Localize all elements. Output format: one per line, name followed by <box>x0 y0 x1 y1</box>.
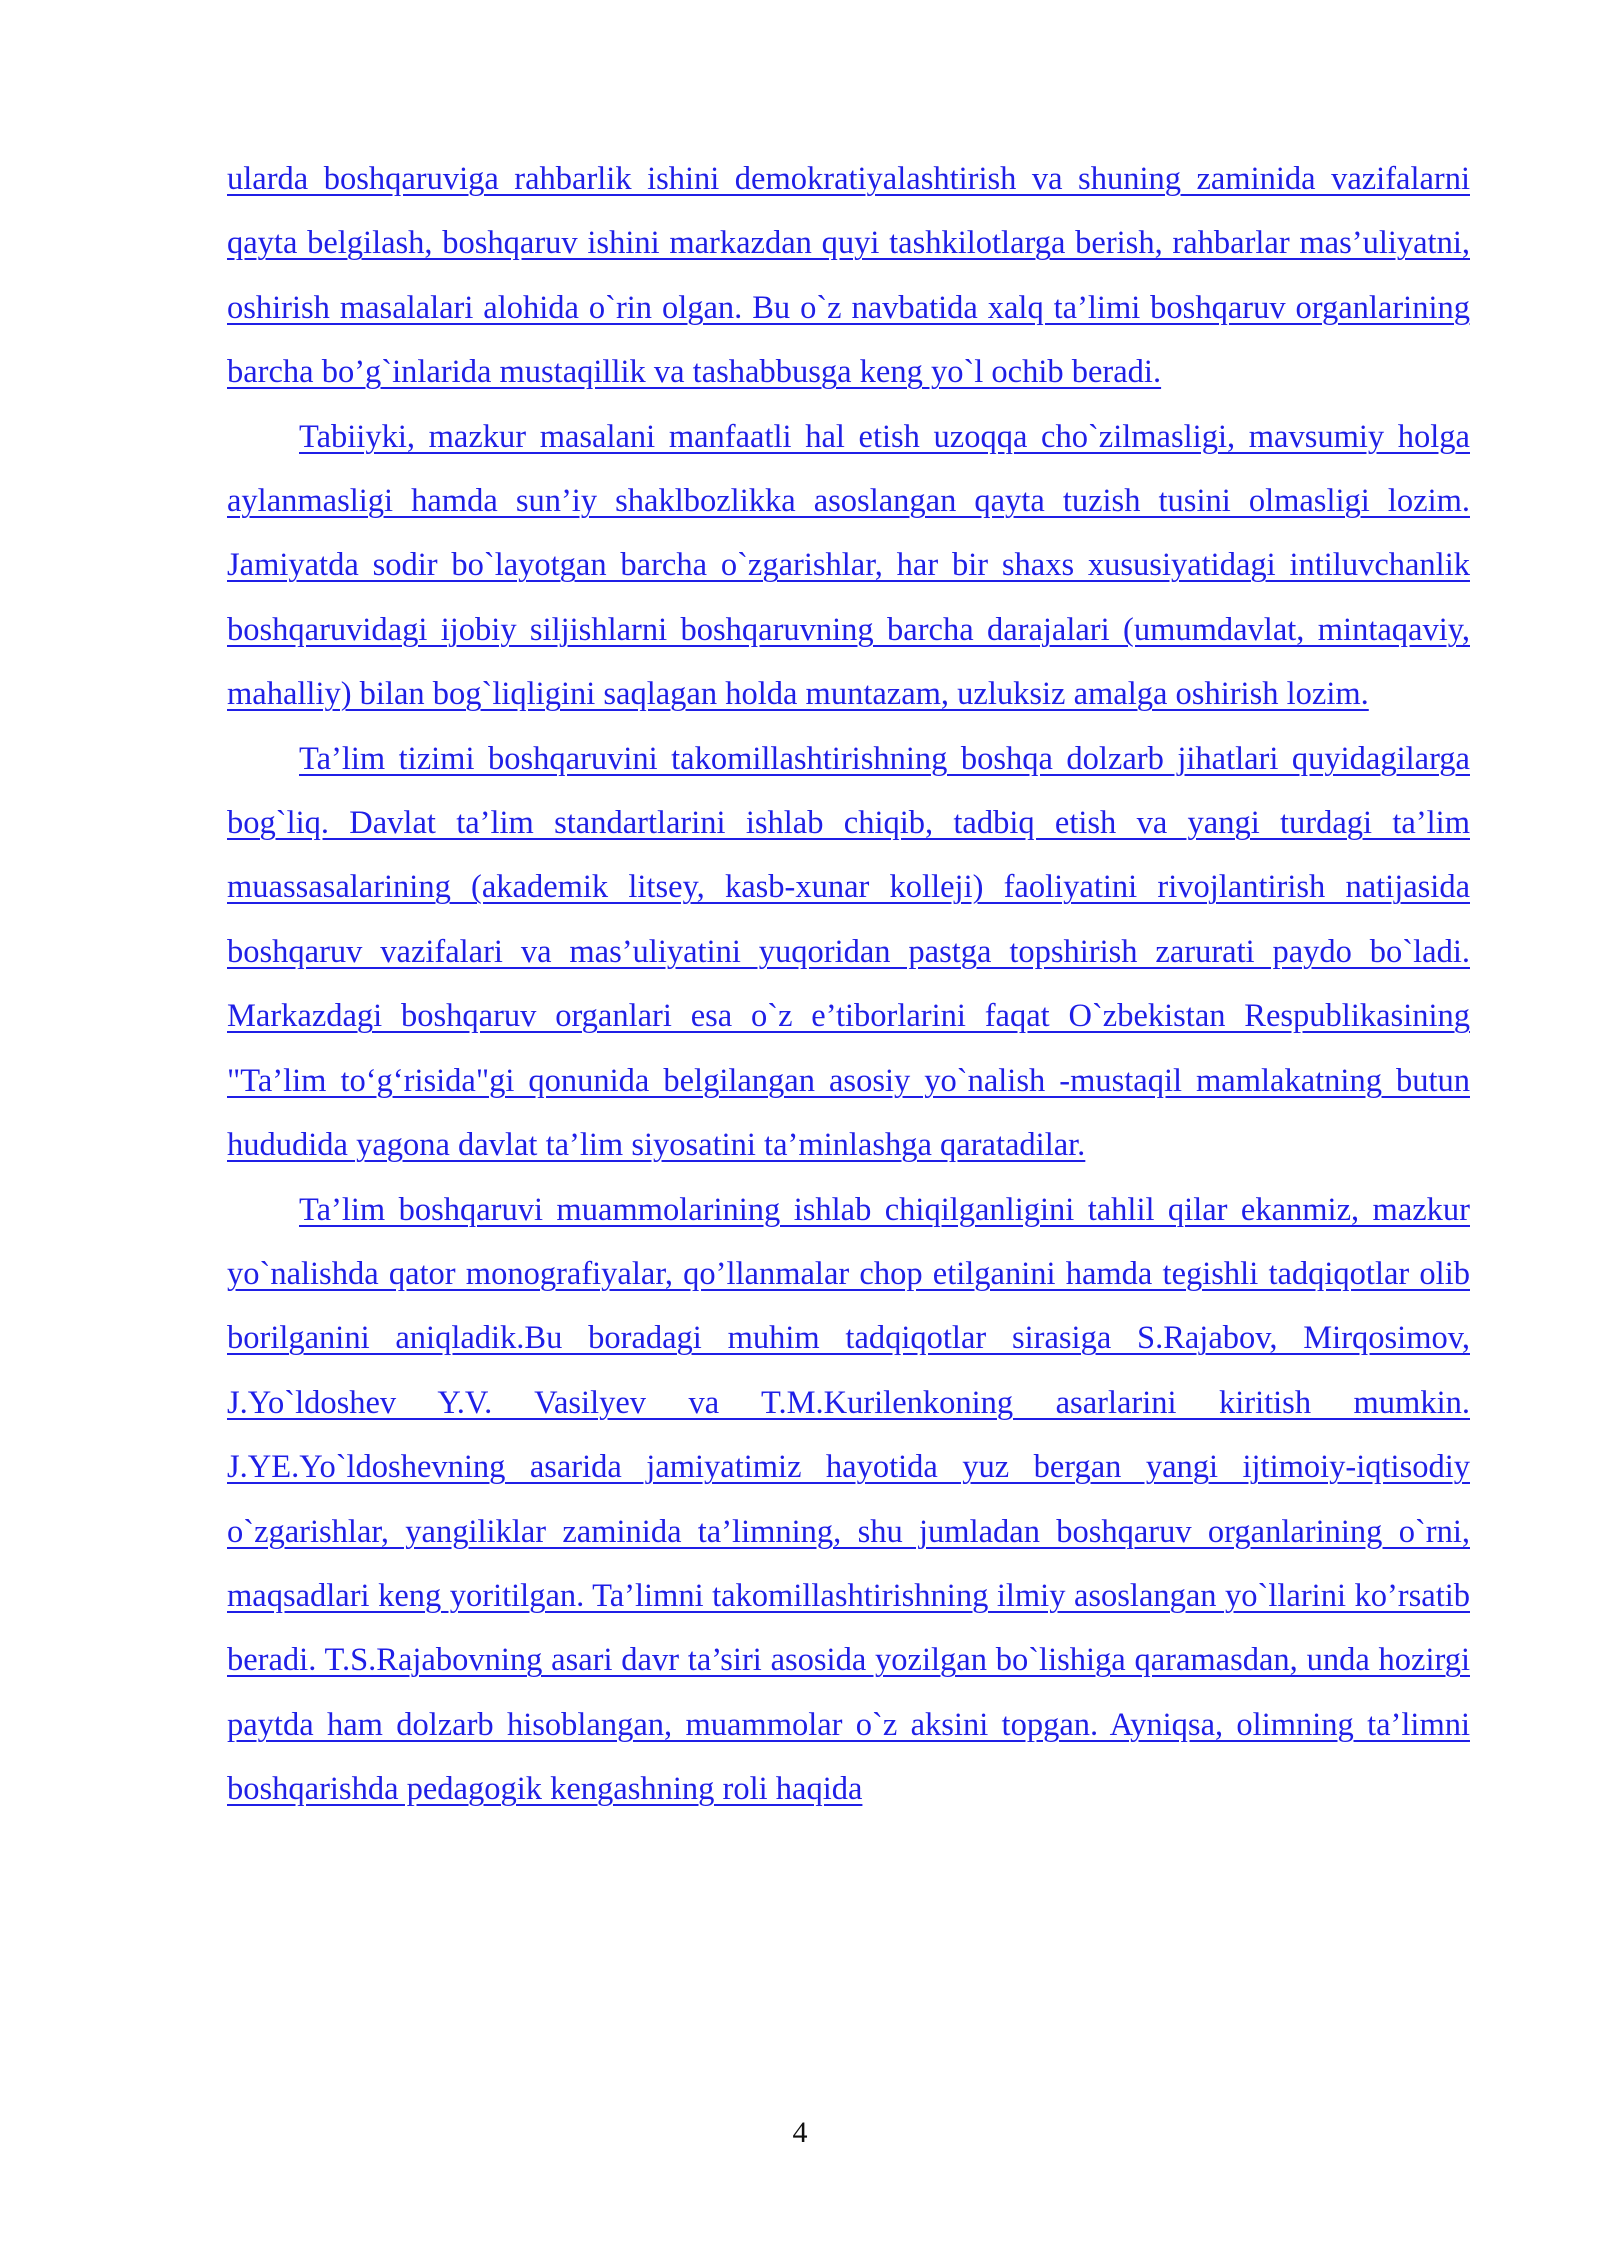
page-number: 4 <box>792 2116 808 2149</box>
body-text <box>227 147 1470 1822</box>
paragraph-3[interactable]: Ta’lim tizimi boshqaruvini takomillashtirishning boshqa dolzarb jihatlari quyidagilarga bog`liq. Davlat ta’lim standartlarini ishlab chiqib, tadbiq etish va yangi turdagi ta’lim muassasalarining (akademik litsey, kasb-xunar kolleji) faoliyatini rivojlantirish natijasida boshqaruv vazifalari va mas’uliyatini yuqoridan pastga topshirish zarurati paydo bo`ladi. Markazdagi boshqaruv organlari esa o`z e’tiborlarini faqat O`zbekistan Respublikasining "Ta’lim to‘g‘risida"gi qonunida belgilangan asosiy yo`nalish -mustaqil mamlakatning butun hududida yagona davlat ta’lim siyosatini ta’minlashga qaratadilar. <box>227 740 1470 1164</box>
paragraph-2[interactable]: Tabiiyki, mazkur masalani manfaatli hal etish uzoqqa cho`zilmasligi, mavsumiy holga aylanmasligi hamda sun’iy shaklbozlikka asoslangan qayta tuzish tusini olmasligi lozim. Jamiyatda sodir bo`layotgan barcha o`zgarishlar, har bir shaxs xususiyatidagi intiluvchanlik boshqaruvidagi ijobiy siljishlarni boshqaruvning barcha darajalari (umumdavlat, mintaqaviy, mahalliy) bilan bog`liqligini saqlagan holda muntazam, uzluksiz amalga oshirish lozim. <box>227 418 1470 713</box>
paragraph-1[interactable]: ularda boshqaruviga rahbarlik ishini demokratiyalashtirish va shuning zaminida vazifalarni qayta belgilash, boshqaruv ishini markazdan quyi tashkilotlarga berish, rahbarlar mas’uliyatni, oshirish masalalari alohida o`rin olgan. Bu o`z navbatida xalq ta’limi boshqaruv organlarining barcha bo’g`inlarida mustaqillik va tashabbusga keng yo`l ochib beradi. <box>227 161 1470 391</box>
paragraph-4[interactable]: Ta’lim boshqaruvi muammolarining ishlab chiqilganligini tahlil qilar ekanmiz, mazkur yo`nalishda qator monografiyalar, qo’llanmalar chop etilganini hamda tegishli tadqiqotlar olib borilganini aniqladik.Bu boradagi muhim tadqiqotlar sirasiga S.Rajabov, Mirqosimov, J.Yo`ldoshev Y.V. Vasilyev va T.M.Kurilenkoning asarlarini kiritish mumkin. J.YE.Yo`ldoshevning asarida jamiyatimiz hayotida yuz bergan yangi ijtimoiy-iqtisodiy o`zgarishlar, yangiliklar zaminida ta’limning, shu jumladan boshqaruv organlarining o`rni, maqsadlari keng yoritilgan. Ta’limni takomillashtirishning ilmiy asoslangan yo`llarini ko’rsatib beradi. T.S.Rajabovning asari davr ta’siri asosida yozilgan bo`lishiga qaramasdan, unda hozirgi paytda ham dolzarb hisoblangan, muammolar o`z aksini topgan. Ayniqsa, olimning ta’limni boshqarishda pedagogik kengashning roli haqida <box>227 1191 1470 1808</box>
